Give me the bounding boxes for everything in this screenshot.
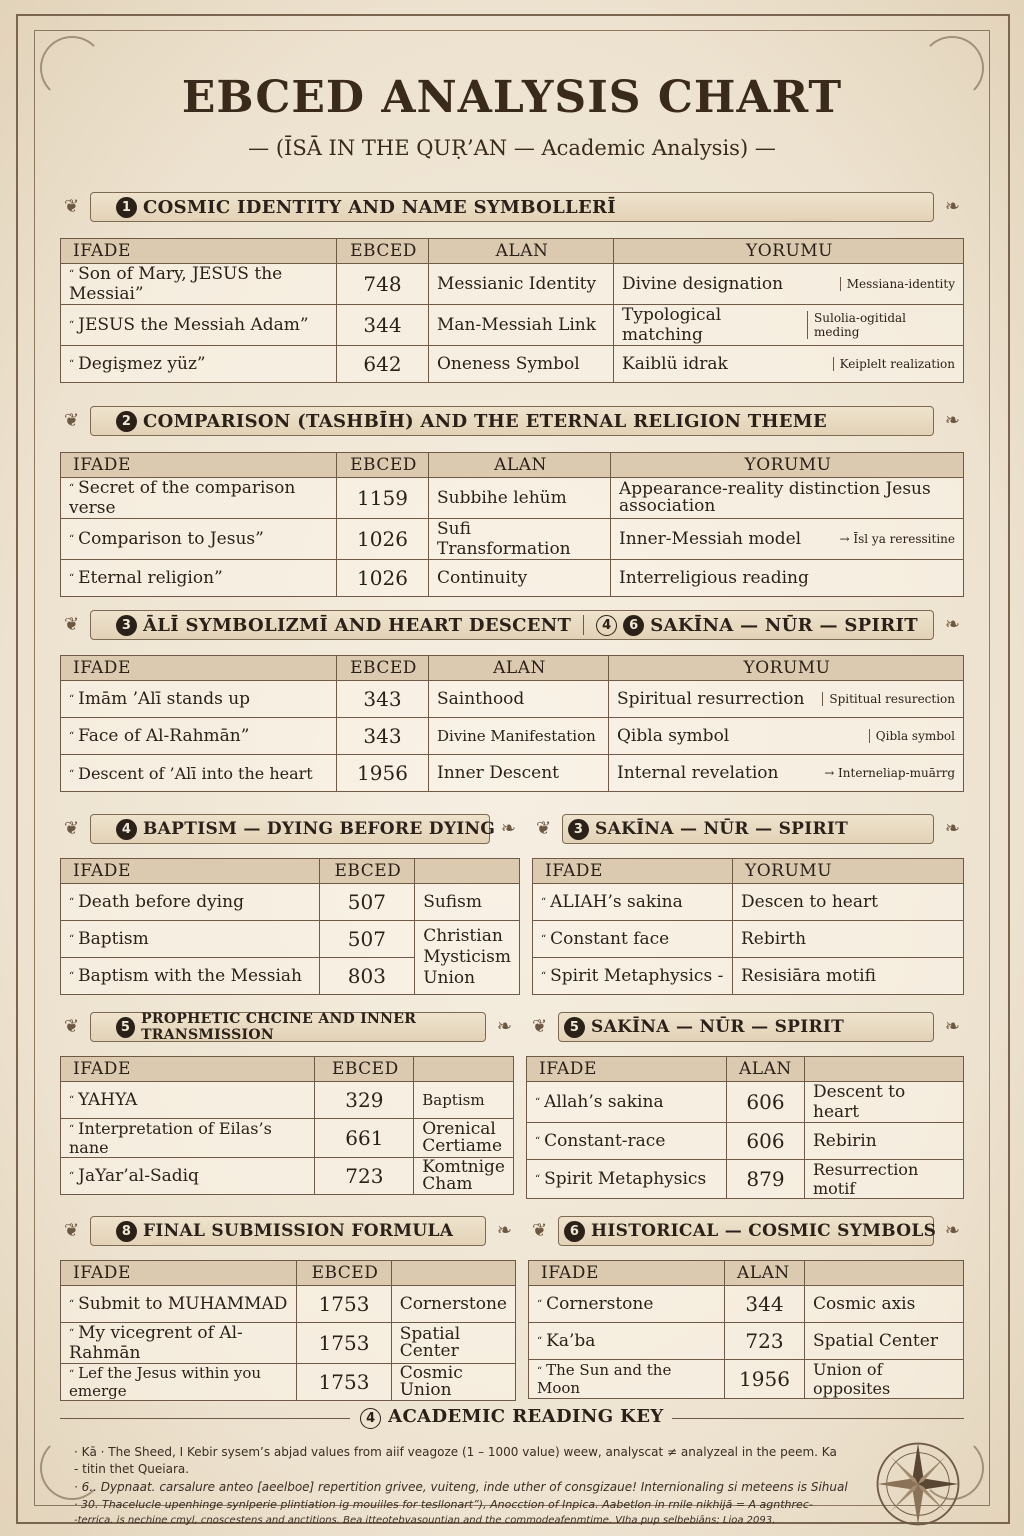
section-title: COMPARISON (TASHBĪH) AND THE ETERNAL RELIGION THEME [143, 410, 828, 432]
yorum-cell: Qibla symbol [617, 726, 730, 746]
column-header: ALAN [429, 656, 609, 681]
column-header: IFADE [61, 453, 337, 478]
merged-alan-cell: Christian Mysticism Union [415, 921, 520, 995]
section-banner-6 [528, 1214, 964, 1248]
page-title: EBCED ANALYSIS CHART [181, 72, 843, 123]
ifade-cell: Ka’ba [546, 1331, 596, 1351]
yorum-cell: Internal revelation [617, 763, 779, 783]
table-row: “ ALIAH’s sakina Descen to heart [533, 884, 964, 921]
alan-cell: Cornerstone [391, 1286, 515, 1323]
yorum-cell: Spiritual resurrection [617, 689, 805, 709]
table-header-row [61, 453, 964, 478]
flourish-left-icon: ❦ [64, 818, 80, 839]
ebced-cell: 723 [725, 1323, 805, 1360]
ebced-cell: 344 [337, 305, 429, 346]
yorum-cell: Interreligious reading [611, 560, 964, 597]
ifade-cell: Spirit Metaphysics [544, 1169, 707, 1189]
table-row: “ Spirit Metaphysics - Resisiāra motifi [533, 958, 964, 995]
section-number: 2 [116, 411, 137, 432]
section-title: ĀLĪ SYMBOLIZMĪ AND HEART DESCENT [143, 614, 572, 636]
table-row: “ Descent of ’Alī into the heart 1956 Inner Descent Internal revelation → Interneliap-muārrg [61, 755, 964, 792]
yorum-cell: Descen to heart [733, 884, 964, 921]
section-number: 3 [116, 615, 137, 636]
yorum-note: Qibla symbol [869, 729, 955, 743]
section-number: 4 [360, 1408, 381, 1429]
ebced-cell: 329 [315, 1082, 414, 1119]
alan-cell: Spatial Center [391, 1323, 515, 1364]
ifade-cell: Constant-race [544, 1131, 666, 1151]
table-row: “ Constant face Rebirth [533, 921, 964, 958]
table-row: “ Degişmez yüz” 642 Oneness Symbol Kaiblü idrak Keiplelt realization [61, 346, 964, 383]
table-row: “ Lef the Jesus within you emerge 1753 Cosmic Union [61, 1364, 516, 1401]
column-header: IFADE [61, 656, 337, 681]
table-header-row [527, 1057, 964, 1082]
ifade-cell: Interpretation of Eilas’s nane [69, 1119, 272, 1157]
ifade-cell: Degişmez yüz” [78, 354, 206, 374]
section-number: 5 [564, 1017, 585, 1038]
column-header: IFADE [529, 1261, 725, 1286]
ebced-cell: 343 [337, 681, 429, 718]
ebced-cell: 606 [727, 1082, 805, 1123]
ebced-cell: 1026 [337, 560, 429, 597]
table-row: “ Allah’s sakina 606 Descent to heart [527, 1082, 964, 1123]
column-header: IFADE [61, 239, 337, 264]
table-header-row [61, 656, 964, 681]
column-header: IFADE [527, 1057, 727, 1082]
ifade-cell: Son of Mary, JESUS the Messiai” [69, 264, 283, 304]
alan-cell: Descent to heart [805, 1082, 964, 1123]
column-header [805, 1057, 964, 1082]
alan-cell: Sufi Transformation [429, 519, 611, 560]
table-row: “ The Sun and the Moon 1956 Union of opposites [529, 1360, 964, 1399]
ebced-cell: 1753 [297, 1323, 391, 1364]
table-row: “ JaYar’al-Sadiq 723 Komtnige Cham [61, 1158, 514, 1195]
alan-cell: Spatial Center [805, 1323, 964, 1360]
column-header: IFADE [61, 859, 320, 884]
flourish-left-icon: ❦ [64, 614, 80, 635]
table-header-row [61, 1261, 516, 1286]
table-row: “ Spirit Metaphysics 879 Resurrection motif [527, 1160, 964, 1199]
flourish-right-icon: ❧ [496, 1220, 512, 1241]
table-row: “ Baptism 507 Christian Mysticism Union [61, 921, 520, 958]
yorum-note: Sulolia-ogitidal meding [807, 311, 955, 339]
column-header [391, 1261, 515, 1286]
ebced-cell: 606 [727, 1123, 805, 1160]
section-title: FINAL SUBMISSION FORMULA [143, 1221, 454, 1241]
ebced-cell: 1753 [297, 1364, 391, 1401]
flourish-right-icon: ❧ [944, 614, 960, 635]
key-line: - titin thet Queiara. [74, 1462, 190, 1476]
flourish-left-icon: ❦ [64, 196, 80, 217]
flourish-right-icon: ❧ [944, 1220, 960, 1241]
column-header: ALAN [727, 1057, 805, 1082]
ifade-cell: Cornerstone [546, 1294, 654, 1314]
compass-rose-icon [872, 1438, 964, 1530]
yorum-cell: Divine designation [622, 274, 784, 294]
section-number: 4 [596, 615, 617, 636]
column-header [414, 1057, 514, 1082]
table-row: “ Face of Al-Rahmān” 343 Divine Manifestation Qibla symbol Qibla symbol [61, 718, 964, 755]
yorum-note: → Interneliap-muārrg [824, 766, 955, 780]
table-row: “ Cornerstone 344 Cosmic axis [529, 1286, 964, 1323]
ifade-cell: JaYar’al-Sadiq [78, 1166, 199, 1186]
yorum-note: → Īsl ya reressitine [839, 532, 955, 546]
flourish-right-icon: ❧ [944, 1016, 960, 1037]
ebced-cell: 1956 [725, 1360, 805, 1399]
alan-cell: Inner Descent [429, 755, 609, 792]
alan-cell: Baptism [414, 1082, 514, 1119]
column-header: ALAN [725, 1261, 805, 1286]
column-header [805, 1261, 964, 1286]
flourish-left-icon: ❦ [532, 1220, 548, 1241]
table-row: “ Submit to MUHAMMAD 1753 Cornerstone [61, 1286, 516, 1323]
section-1-table [60, 238, 964, 383]
column-header: YORUMU [733, 859, 964, 884]
ifade-cell: Constant face [550, 929, 670, 949]
section-number: 6 [564, 1221, 585, 1242]
table-row: “ My vicegrent of Al-Rahmān 1753 Spatial Center [61, 1323, 516, 1364]
table-header-row [61, 1057, 514, 1082]
flourish-left-icon: ❦ [536, 818, 552, 839]
section-number: 6 [623, 615, 644, 636]
column-header: YORUMU [614, 239, 964, 264]
alan-cell: Rebirin [805, 1123, 964, 1160]
section-sakina-table [532, 858, 964, 995]
section-4-table [60, 858, 520, 995]
yorum-cell: Resisiāra motifi [733, 958, 964, 995]
table-header-row [533, 859, 964, 884]
alan-cell: Sainthood [429, 681, 609, 718]
ebced-cell: 1753 [297, 1286, 391, 1323]
ifade-cell: Secret of the comparison verse [69, 478, 296, 518]
section-banner-8 [60, 1214, 516, 1248]
column-header: EBCED [337, 453, 429, 478]
ifade-cell: Face of Al-Rahmān” [78, 726, 250, 746]
table-row: “ Death before dying 507 Sufism [61, 884, 520, 921]
key-heading [0, 1406, 1024, 1429]
ifade-cell: Descent of ’Alī into the heart [78, 763, 313, 783]
table-header-row [529, 1261, 964, 1286]
column-header: ALAN [429, 453, 611, 478]
section-6-table [528, 1260, 964, 1399]
alan-cell: Cosmic Union [391, 1364, 515, 1401]
page-subtitle: — (ĪSĀ IN THE QUṚ’AN — Academic Analysis) — [248, 136, 776, 160]
ifade-cell: Allah’s sakina [544, 1092, 664, 1112]
ebced-cell: 1159 [337, 478, 429, 519]
alan-cell: Sufism [415, 884, 520, 921]
table-row: “ Baptism with the Messiah 803 [61, 958, 520, 995]
ifade-cell: Imām ’Alī stands up [78, 689, 251, 709]
section-banner-sakina [532, 812, 964, 846]
section-3-table [60, 655, 964, 792]
flourish-left-icon: ❦ [64, 410, 80, 431]
table-header-row [61, 239, 964, 264]
flourish-right-icon: ❧ [944, 196, 960, 217]
column-header [415, 859, 520, 884]
column-header: EBCED [297, 1261, 391, 1286]
section-number: 5 [116, 1017, 135, 1038]
ebced-cell: 748 [337, 264, 429, 305]
table-row: “ Ka’ba 723 Spatial Center [529, 1323, 964, 1360]
table-header-row [61, 859, 520, 884]
ebced-cell: 1956 [337, 755, 429, 792]
alan-cell: Orenical Certiame [414, 1119, 514, 1158]
section-banner-5b [528, 1010, 964, 1044]
section-number: 8 [116, 1221, 137, 1242]
alan-cell: Union of opposites [805, 1360, 964, 1399]
section-title: HISTORICAL — COSMIC SYMBOLS [591, 1221, 937, 1241]
yorum-cell: Rebirth [733, 921, 964, 958]
ifade-cell: Baptism [78, 929, 149, 949]
section-title: SAKĪNA — NŪR — SPIRIT [595, 819, 849, 839]
ifade-cell: My vicegrent of Al-Rahmān [69, 1323, 243, 1363]
column-header: YORUMU [611, 453, 964, 478]
column-header: EBCED [315, 1057, 414, 1082]
section-number: 1 [116, 197, 137, 218]
key-line: · 6.. Dypnaat. carsalure anteo [aeelboe] repertition grivee, vuiteng, inde uther of consgizaue! Internionaling si meteens is Sihual [74, 1480, 848, 1494]
column-header: IFADE [61, 1057, 315, 1082]
section-5b-table [526, 1056, 964, 1199]
alan-cell: Continuity [429, 560, 611, 597]
section-title: SAKĪNA — NŪR — SPIRIT [591, 1017, 845, 1037]
section-5-table [60, 1056, 514, 1195]
section-2-table [60, 452, 964, 597]
flourish-right-icon: ❧ [944, 410, 960, 431]
key-line: · Kā · The Sheed, I Kebir sysem’s abjad values from aiif veagoze (1 – 1000 value) weew, analyscat ≠ analyzeal in the peem. Ka [74, 1445, 837, 1459]
alan-cell: Oneness Symbol [429, 346, 614, 383]
column-header: EBCED [319, 859, 415, 884]
section-title: PROPHETIC CHCINE AND INNER TRANSMISSION [141, 1011, 417, 1043]
yorum-note: Messiana-identity [840, 277, 955, 291]
alan-cell: Subbihe lehüm [429, 478, 611, 519]
ebced-cell: 507 [319, 921, 415, 958]
column-header: EBCED [337, 656, 429, 681]
ifade-cell: Baptism with the Messiah [78, 966, 303, 986]
ifade-cell: Eternal religion” [78, 568, 223, 588]
column-header: ALAN [429, 239, 614, 264]
section-banner-4 [60, 812, 520, 846]
alan-cell: Komtnige Cham [414, 1158, 514, 1195]
key-title: ACADEMIC READING KEY [388, 1406, 664, 1427]
table-row: “ Son of Mary, JESUS the Messiai” 748 Messianic Identity Divine designation Messiana-identity [61, 264, 964, 305]
section-banner-3 [60, 608, 964, 642]
yorum-note: Spititual resurection [822, 692, 955, 706]
table-row: “ YAHYA 329 Baptism [61, 1082, 514, 1119]
ifade-cell: Lef the Jesus within you emerge [69, 1364, 262, 1400]
key-line: -terrica. is nechine cmyl, cnoscestens and anctitions. Bea itteotebvasountian and the commodeafenmtime. VIha pup selbebiāns; Lioa 2093. [74, 1515, 776, 1526]
alan-cell: Resurrection motif [805, 1160, 964, 1199]
ifade-cell: The Sun and the Moon [537, 1361, 672, 1397]
section-banner-5 [60, 1010, 516, 1044]
section-title: COSMIC IDENTITY AND NAME SYMBOLLERĪ [143, 196, 617, 218]
table-row: “ Interpretation of Eilas’s nane 661 Orenical Certiame [61, 1119, 514, 1158]
section-8-table [60, 1260, 516, 1401]
flourish-right-icon: ❧ [496, 1016, 512, 1037]
section-number: 4 [116, 819, 137, 840]
table-row: “ Comparison to Jesus” 1026 Sufi Transformation Inner-Messiah model → Īsl ya reressitine [61, 519, 964, 560]
alan-cell: Messianic Identity [429, 264, 614, 305]
yorum-cell: Kaiblü idrak [622, 354, 728, 374]
ifade-cell: Comparison to Jesus” [78, 529, 264, 549]
section-number: 3 [568, 819, 589, 840]
table-row: “ Eternal religion” 1026 Continuity Interreligious reading [61, 560, 964, 597]
table-row: “ Imām ’Alī stands up 343 Sainthood Spiritual resurrection Spititual resurection [61, 681, 964, 718]
column-header: EBCED [337, 239, 429, 264]
yorum-cell: Appearance-reality distinction Jesus association [611, 478, 964, 519]
flourish-left-icon: ❦ [64, 1016, 80, 1037]
ebced-cell: 803 [319, 958, 415, 995]
ebced-cell: 879 [727, 1160, 805, 1199]
ifade-cell: YAHYA [78, 1090, 138, 1110]
ifade-cell: ALIAH’s sakina [550, 892, 683, 912]
ebced-cell: 507 [319, 884, 415, 921]
flourish-right-icon: ❧ [500, 818, 516, 839]
ebced-cell: 723 [315, 1158, 414, 1195]
ifade-cell: Death before dying [78, 892, 244, 912]
table-row: “ Secret of the comparison verse 1159 Subbihe lehüm Appearance-reality distinction Jesus association [61, 478, 964, 519]
alan-cell: Man-Messiah Link [429, 305, 614, 346]
column-header: IFADE [61, 1261, 297, 1286]
section-banner-1 [60, 190, 964, 224]
column-header: YORUMU [609, 656, 964, 681]
section-title: SAKĪNA — NŪR — SPIRIT [650, 614, 918, 636]
ebced-cell: 661 [315, 1119, 414, 1158]
ifade-cell: JESUS the Messiah Adam” [78, 315, 309, 335]
alan-cell: Divine Manifestation [429, 718, 609, 755]
key-line: · 30. Thacelucle upenhinge synlperie plintiation ig mouiiles for tesllonart”), Anocction of Inpica. Aabetlon in rnile nikhijā = A agnthrec- [74, 1498, 813, 1511]
section-title: BAPTISM — DYING BEFORE DYING [143, 819, 496, 839]
ifade-cell: Spirit Metaphysics - [550, 966, 724, 986]
ebced-cell: 343 [337, 718, 429, 755]
yorum-cell: Typological matching [622, 305, 722, 345]
flourish-right-icon: ❧ [944, 818, 960, 839]
yorum-cell: Inner-Messiah model [619, 529, 802, 549]
table-row: “ Constant-race 606 Rebirin [527, 1123, 964, 1160]
ebced-cell: 1026 [337, 519, 429, 560]
ifade-cell: Submit to MUHAMMAD [78, 1294, 288, 1314]
section-banner-2 [60, 404, 964, 438]
table-row: “ JESUS the Messiah Adam” 344 Man-Messiah Link Typological matching Sulolia-ogitidal meding [61, 305, 964, 346]
ebced-cell: 344 [725, 1286, 805, 1323]
flourish-left-icon: ❦ [532, 1016, 548, 1037]
yorum-note: Keiplelt realization [833, 357, 955, 371]
alan-cell: Cosmic axis [805, 1286, 964, 1323]
column-header: IFADE [533, 859, 733, 884]
ebced-cell: 642 [337, 346, 429, 383]
flourish-left-icon: ❦ [64, 1220, 80, 1241]
